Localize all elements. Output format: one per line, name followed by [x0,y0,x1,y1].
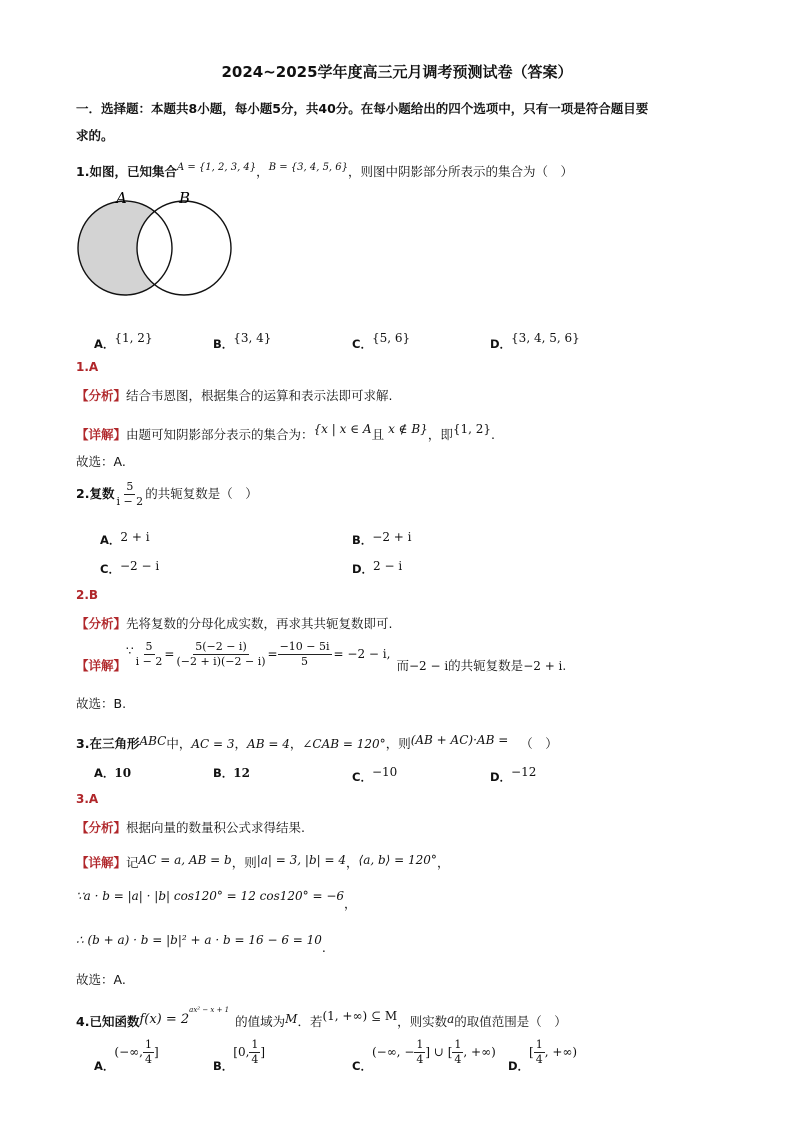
q2-answer: 2.B [76,588,99,602]
q3-choice: 故选：A. [76,972,126,987]
q1-answer: 1.A [76,360,99,374]
q1-set-a: A = {1, 2, 3, 4} [176,162,257,173]
q3-analysis: 【分析】根据向量的数量积公式求得结果. [76,820,305,835]
venn-label-a: A [116,189,127,207]
q2-option-b: B．−2 + i [352,530,412,547]
q1-detail: 【详解】由题可知阴影部分表示的集合为：{x | x ∈ A且 x ∉ B}，即{1, 2}. [76,422,495,442]
q3-detail-line2: ∵a · b = |a| · |b| cos120° = 12 cos120° = −6， [76,889,357,911]
q1-option-c: C．{5, 6} [352,331,411,351]
q4-option-a: A．(−∞, $\frac{1}{4}$ ] [94,1038,159,1073]
page-title: 2024~2025学年度高三元月调考预测试卷（答案） [221,63,573,81]
q1-option-a: A．{1, 2} [94,331,153,351]
section-heading: 一．选择题：本题共8小题，每小题5分，共40分。在每小题给出的四个选项中，只有一项是符合题目要 [76,101,649,116]
q2-suffix: 的共轭复数是（ ） [145,486,258,501]
venn-diagram [74,186,234,312]
q2-analysis: 【分析】先将复数的分母化成实数，再求其共轭复数即可. [76,616,393,631]
q1-analysis: 【分析】结合韦恩图，根据集合的运算和表示法即可求解. [76,388,393,403]
q1-suffix: ，则图中阴影部分所表示的集合为（ ） [348,164,574,179]
q2-detail-frac1: $\frac{5}{i - 2}$ [135,640,163,668]
venn-label-b: B [179,189,191,207]
q2-option-d: D．2 − i [352,559,403,576]
section-heading-cont: 求的。 [76,128,114,143]
q3-detail: 【详解】记AC = a, AB = b，则|a| = 3, |b| = 4，⟨a, b⟩ = 120°， [76,853,450,870]
q1-prefix: 1.如图，已知集合 [76,164,177,179]
q2-option-a: A．2 + i [100,530,150,547]
q4-option-c: C．(−∞, − $\frac{1}{4}$ ] ∪ [ $\frac{1}{4}$ , +∞) [352,1038,496,1073]
q1-option-d: D．{3, 4, 5, 6} [490,331,580,351]
q2-prefix: 2.复数 [76,486,115,501]
question-2 [76,480,258,509]
q4-option-b: B．[0, $\frac{1}{4}$ ] [213,1038,266,1073]
q3-option-b: B．12 [213,766,250,780]
q2-choice: 故选：B. [76,696,127,711]
q3-option-a: A．10 [94,766,132,780]
q2-fraction: $\frac{5}{i - 2}$ [116,480,144,508]
q4-option-d: D．[ $\frac{1}{4}$ , +∞) [508,1038,578,1073]
q1-comma: ， [256,164,269,179]
question-3: 3.在三角形ABC中，AC = 3，AB = 4，∠CAB = 120°，则(AB + AC)·AB = （ ） [76,733,558,751]
q1-option-b: B．{3, 4} [213,331,272,351]
q2-option-c: C．−2 − i [100,559,160,576]
q2-detail-frac3: $\frac{-10 - 5i}{5}$ [279,640,330,668]
question-1 [76,162,573,180]
q2-detail: 【详解】∵ $\frac{5}{i - 2}$ = $\frac{5(-2 - i)}{(-2 + i)(-2 - i)}$ = $\frac{-10 - 5i}{5}$ = −2 − i,而−2 − i的共轭复数是−2 + i. [76,640,567,673]
q1-choice: 故选：A. [76,454,126,469]
q3-answer: 3.A [76,792,99,806]
question-4: 4.已知函数$f(x) = 2^{ax^2 - x + 1}$的值域为M．若(1, +∞) ⊆ M，则实数a的取值范围是（ ） [76,1006,567,1029]
q3-detail-line3: ∴ (b + a) · b = |b|² + a · b = 16 − 6 = 10. [76,933,326,955]
q2-detail-frac2: $\frac{5(-2 - i)}{(-2 + i)(-2 - i)}$ [176,640,266,668]
q3-option-d: D．−12 [490,765,537,784]
q3-option-c: C．−10 [352,765,398,784]
q1-set-b: B = {3, 4, 5, 6} [268,162,349,173]
